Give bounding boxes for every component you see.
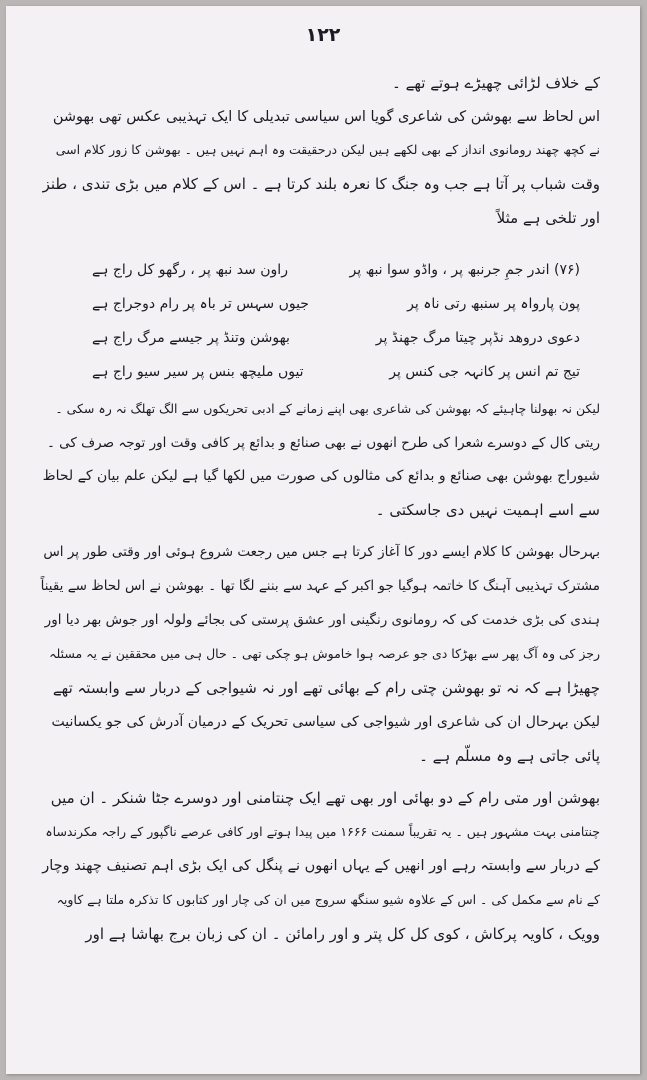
text-line: بھوشن اور متی رام کے دو بھائی اور بھی تھے ایک چنتامنی اور دوسرے جٹا شنکر ۔ ان میں <box>50 789 600 807</box>
text-line: لیکن بہرحال ان کی شاعری اور شیواجی کی سیاسی تحریک کے درمیان آدرش کی جو یکسانیت <box>51 714 600 730</box>
text-line: وقت شباب پر آتا ہے جب وہ جنگ کا نعرہ بلند کرتا ہے ۔ اس کے کلام میں بڑی تندی ، طنز <box>42 175 600 193</box>
text-line: مشترک تہذیبی آہنگ کا خاتمہ ہوگیا جو اکبر کے عہد سے بننے لگا تھا ۔ بھوشن نے اس لحاظ سے یقیناً <box>40 578 600 594</box>
text-line: کے نام سے مکمل کی ۔ اس کے علاوہ شیو سنگھ سروج میں ان کی چار اور کتابوں کا تذکرہ ملتا ہے کاویہ <box>56 892 600 907</box>
verse-left-half: راون سد نبھ پر ، رگھو کل راج ہے <box>92 262 288 278</box>
text-line: ہندی کی بڑی خدمت کی کہ رومانوی رنگینی اور عشق پرستی کی بجائے ولولہ اور جوش بھر دیا اور <box>44 612 600 628</box>
verse-right-half: پون پارواہ پر سنبھ رتی ناہ پر <box>407 296 580 312</box>
text-line: چنتامنی بہت مشہور ہیں ۔ یہ تقریباً سمنت ۱۶۶۶ میں پیدا ہوتے اور کافی عرصے ناگپور کے راجہ مکرندساہ <box>45 824 600 839</box>
verse-right-half: (۷۶) اندر جمِ جرنبھ پر ، واڈو سوا نبھ پر <box>349 262 580 278</box>
text-line: ریتی کال کے دوسرے شعرا کی طرح انھوں نے بھی صنائع و بدائع پر کافی وقت اور توجہ صرف کی ۔ <box>46 435 600 451</box>
text-line: کے دربار سے وابستہ رہے اور انھیں کے یہاں انھوں نے پنگل کی ایک بڑی اہم تصنیف چھند وچار <box>42 858 600 874</box>
text-line: چھیڑا ہے کہ نہ تو بھوشن چتی رام کے بھائی تھے اور نہ شیواجی کے دربار سے وابستہ تھے <box>52 679 600 697</box>
verse-left-half: جیوں سہس تر باہ پر رام دوجراج ہے <box>92 296 309 312</box>
text-line: کے خلاف لڑائی چھیڑے ہوتے تھے ۔ <box>392 74 600 92</box>
text-line: اور تلخی ہے مثلاً <box>496 209 600 227</box>
text-line: وویک ، کاویہ پرکاش ، کوی کل کل پتر و اور رامائن ۔ ان کی زبان برج بھاشا ہے اور <box>85 925 600 943</box>
text-line: بہرحال بھوشن کا کلام ایسے دور کا آغاز کرتا ہے جس میں رجعت شروع ہوئی اور وقتی طور پر اس <box>43 544 600 560</box>
text-line: رجز کی وہ آگ پھر سے بھڑکا دی جو عرصہ ہوا خاموش ہو چکی تھی ۔ حال ہی میں محققین نے یہ مسئلہ <box>49 646 600 661</box>
book-page <box>6 6 640 1074</box>
verse-right-half: دعوی دروھد نڈپر چیتا مرگ جھنڈ پر <box>375 330 580 346</box>
text-line: نے کچھ چھند رومانوی انداز کے بھی لکھے ہیں لیکن درحقیقت وہ اہم نہیں ہیں ۔ بھوشن کا زور کلام اسی <box>55 142 600 157</box>
text-line: سے اسے اہمیت نہیں دی جاسکتی ۔ <box>375 501 600 519</box>
page-number: ۱۲۲ <box>305 24 341 46</box>
text-line: شیوراج بھوشن بھی صنائع و بدائع کی مثالوں کی صورت میں لکھا گیا ہے لیکن علم بیان کے لحاظ <box>42 468 600 484</box>
verse-left-half: بھوشن وتنڈ پر جیسے مرگ راج ہے <box>92 330 290 346</box>
verse-left-half: تیوں ملیچھ بنس پر سیر سیو راج ہے <box>92 364 304 380</box>
text-line: پائی جاتی ہے وہ مسلّم ہے ۔ <box>419 747 600 765</box>
verse-right-half: تیج تم انس پر کانہہ جی کنس پر <box>389 364 580 380</box>
text-line: اس لحاظ سے بھوشن کی شاعری گویا اس سیاسی تبدیلی کا ایک تہذیبی عکس تھی بھوشن <box>52 109 600 125</box>
text-line: لیکن نہ بھولنا چاہیئے کہ بھوشن کی شاعری بھی اپنے زمانے کے ادبی تحریکوں سے الگ تھلگ نہ رہ سکی ۔ <box>55 401 600 416</box>
